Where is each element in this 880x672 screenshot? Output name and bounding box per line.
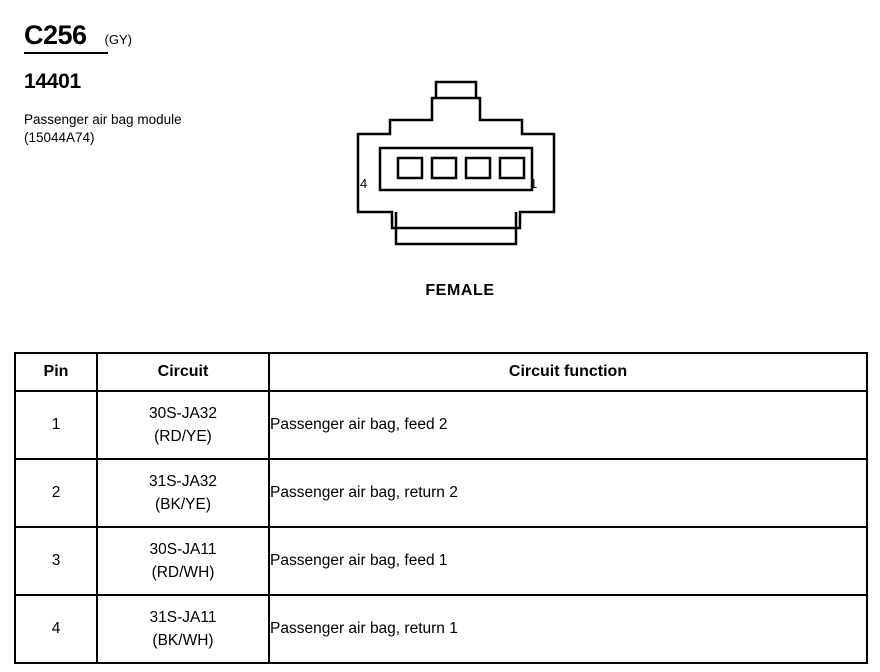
cell-circuit <box>97 459 269 527</box>
table-header-row <box>15 353 867 391</box>
connector-id-row <box>24 22 324 49</box>
header-pin: Pin <box>15 353 97 391</box>
pin-table-body <box>15 391 867 663</box>
table-row <box>15 391 867 459</box>
cell-circuit <box>97 595 269 663</box>
circuit-code: 30S-JA11 <box>149 540 217 558</box>
cell-function: Passenger air bag, feed 2 <box>269 391 867 459</box>
cavity-1 <box>500 158 524 178</box>
connector-color-code: (GY) <box>104 32 132 47</box>
header-circuit-function: Circuit function <box>269 353 867 391</box>
connector-header <box>24 22 324 147</box>
connector-diagram <box>330 72 590 262</box>
connector-view-label: FEMALE <box>425 282 495 299</box>
circuit-color: (RD/YE) <box>154 428 212 445</box>
connector-id-underline <box>24 52 108 54</box>
cavity-4 <box>398 158 422 178</box>
pin-label-right: 1 <box>530 176 538 191</box>
circuit-color: (RD/WH) <box>151 564 215 581</box>
circuit-color: (BK/YE) <box>155 496 211 513</box>
header-circuit: Circuit <box>97 353 269 391</box>
table-row <box>15 459 867 527</box>
cell-pin: 4 <box>15 595 97 663</box>
circuit-color: (BK/WH) <box>152 632 214 649</box>
circuit-code: 31S-JA11 <box>149 608 217 626</box>
component-description: Passenger air bag module (15044A74) <box>24 112 182 146</box>
cell-function: Passenger air bag, return 1 <box>269 595 867 663</box>
part-number: 14401 <box>24 70 81 93</box>
table-row <box>15 595 867 663</box>
cell-function: Passenger air bag, return 2 <box>269 459 867 527</box>
cell-circuit <box>97 391 269 459</box>
circuit-code: 30S-JA32 <box>148 404 218 422</box>
pin-table <box>14 352 868 664</box>
cell-pin: 2 <box>15 459 97 527</box>
cell-pin: 3 <box>15 527 97 595</box>
connector-outline-svg <box>330 72 590 262</box>
circuit-code: 31S-JA32 <box>148 472 218 490</box>
connector-id: C256 <box>24 20 87 50</box>
connector-latch-tab <box>436 82 476 98</box>
cavity-3 <box>432 158 456 178</box>
cell-pin: 1 <box>15 391 97 459</box>
cell-function: Passenger air bag, feed 1 <box>269 527 867 595</box>
table-row <box>15 527 867 595</box>
pin-table-head <box>15 353 867 391</box>
cavity-2 <box>466 158 490 178</box>
pin-table-container <box>14 352 866 664</box>
pin-label-left: 4 <box>360 176 368 191</box>
cell-circuit <box>97 527 269 595</box>
